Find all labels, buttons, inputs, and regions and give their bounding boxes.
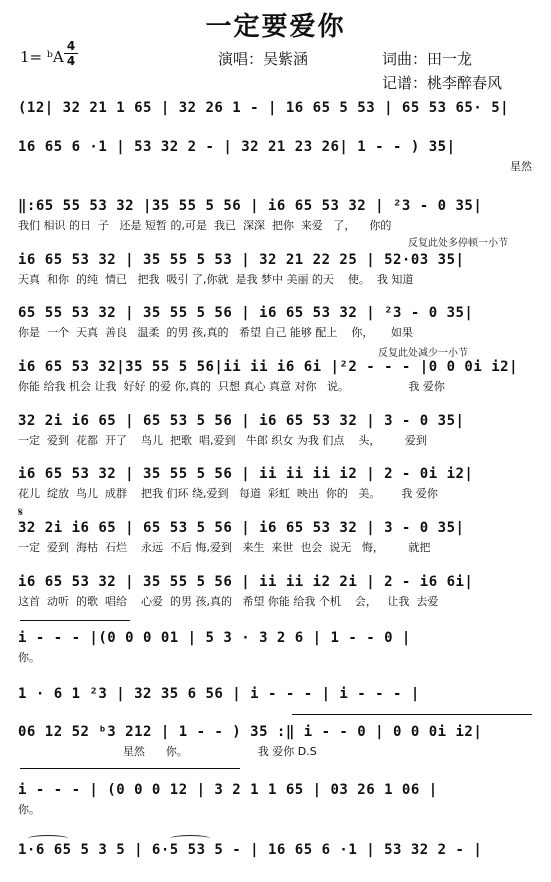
song-title: 一定要爱你: [205, 12, 346, 42]
volta-line: [292, 714, 532, 715]
row-notes: 32 2i i6 65 | 65 53 5 56 | i6 65 53 32 | 3 - 0 35|: [18, 520, 465, 536]
key-signature: 1= ᵇA: [20, 48, 64, 66]
row-lyrics: 星然: [510, 160, 532, 173]
score-row: [18, 196, 532, 234]
score-row: [18, 98, 532, 118]
repeat-note-more: 反复此处多停顿一小节: [408, 238, 508, 249]
row-lyrics: 一定 爱到 海枯 石烂 永远 不后 悔,爱到 来生 来世 也会 说无 悔， 就把: [18, 541, 431, 554]
row-notes: 06 12 52 ᵇ3 212 | 1 - - ) 35 :‖ i - - 0 | 0 0 0i i2|: [18, 724, 483, 740]
row-notes: 65 55 53 32 | 35 55 5 56 | i6 65 53 32 | ²3 - 0 35|: [18, 305, 474, 321]
row-notes: 32 2i i6 65 | 65 53 5 56 | i6 65 53 32 | 3 - 0 35|: [18, 413, 465, 429]
row-notes: i6 65 53 32 | 35 55 5 56 | ii ii i2 2i | 2 - i6 6i|: [18, 574, 474, 590]
row-lyrics: 你。: [18, 803, 40, 816]
score-row: [18, 357, 532, 395]
notator-credit: 记谱：桃李醉春风: [382, 74, 503, 92]
tie-line: [20, 620, 130, 621]
composer-credit: 词曲：田一龙: [382, 50, 473, 68]
row-notes: 16 65 6 ·1 | 53 32 2 - | 32 21 23 26| 1 - - ) 35|: [18, 139, 456, 155]
score-row: [18, 250, 532, 288]
row-lyrics: 花儿 绽放 鸟儿 成群 把我 们环 绕,爱到 每道 彩虹 映出 你的 美。 我 爱你: [18, 487, 438, 500]
tie-line: [20, 768, 240, 769]
score-row: [18, 518, 532, 556]
row-lyrics: 这首 动听 的歌 唱给 心爱 的男 孩,真的 希望 你能 给我 个机 会， 让我 去爱: [18, 595, 439, 608]
row-lyrics: 一定 爱到 花都 开了 鸟儿 把歌 唱,爱到 牛郎 织女 为我 们点 头， 爱到: [18, 434, 427, 447]
row-notes: i6 65 53 32 | 35 55 5 53 | 32 21 22 25 | 52·03 35|: [18, 252, 465, 268]
score-row: [18, 722, 532, 760]
time-signature: [64, 40, 78, 67]
row-notes: i - - - | (0 0 0 12 | 3 2 1 1 65 | 03 26 1 06 |: [18, 782, 438, 798]
score-row: [18, 303, 532, 341]
row-notes: 1 · 6 1 ²3 | 32 35 6 56 | i - - - | i - - - |: [18, 686, 420, 702]
singer-credit: 演唱：吴紫涵: [218, 50, 309, 68]
score-row: [18, 684, 532, 704]
row-lyrics: 你。: [18, 651, 40, 664]
row-notes: i6 65 53 32 | 35 55 5 56 | ii ii ii i2 | 2 - 0i i2|: [18, 466, 474, 482]
score-row: [18, 137, 532, 175]
score-row: [18, 628, 532, 666]
row-lyrics: 我们 相识 的日 子 还是 短暂 的,可是 我已 深深 把你 来爱 了， 你的: [18, 219, 392, 232]
row-notes: (12| 32 21 1 65 | 32 26 1 - | 16 65 5 53 | 65 53 65· 5|: [18, 100, 510, 116]
meter-top: 4: [66, 39, 76, 53]
row-lyrics: 你能 给我 机会 让我 好好 的爱 你,真的 只想 真心 真意 对你 说。 我 爱你: [18, 380, 445, 393]
row-notes: i6 65 53 32|35 55 5 56|ii ii i6 6i |²2 - - - |0 0 0i i2|: [18, 359, 519, 375]
row-notes: 1·6 65 5 3 5 | 6·5 53 5 - | 16 65 6 ·1 | 53 32 2 - |: [18, 842, 483, 858]
repeat-note-less: 反复此处减少一小节: [378, 348, 468, 359]
row-lyrics: 天真 和你 的纯 情已 把我 吸引 了,你就 是我 梦中 美丽 的天 使。 我 知道: [18, 273, 414, 286]
score-row: [18, 464, 532, 502]
row-lyrics: 你是 一个 天真 善良 温柔 的男 孩,真的 希望 自己 能够 配上 你， 如果: [18, 326, 413, 339]
score-row: [18, 572, 532, 610]
row-notes: i - - - |(0 0 0 01 | 5 3 · 3 2 6 | 1 - - 0 |: [18, 630, 411, 646]
score-row: [18, 780, 532, 818]
score-row: [18, 411, 532, 449]
segno-sign: 𝄋: [18, 505, 24, 519]
row-notes: ‖:65 55 53 32 |35 55 5 56 | i6 65 53 32 | ²3 - 0 35|: [18, 198, 483, 214]
meter-bottom: 4: [66, 54, 76, 68]
score-row: [18, 840, 532, 860]
row-lyrics: 星然 你。 我 爱你 D.S: [18, 745, 317, 758]
